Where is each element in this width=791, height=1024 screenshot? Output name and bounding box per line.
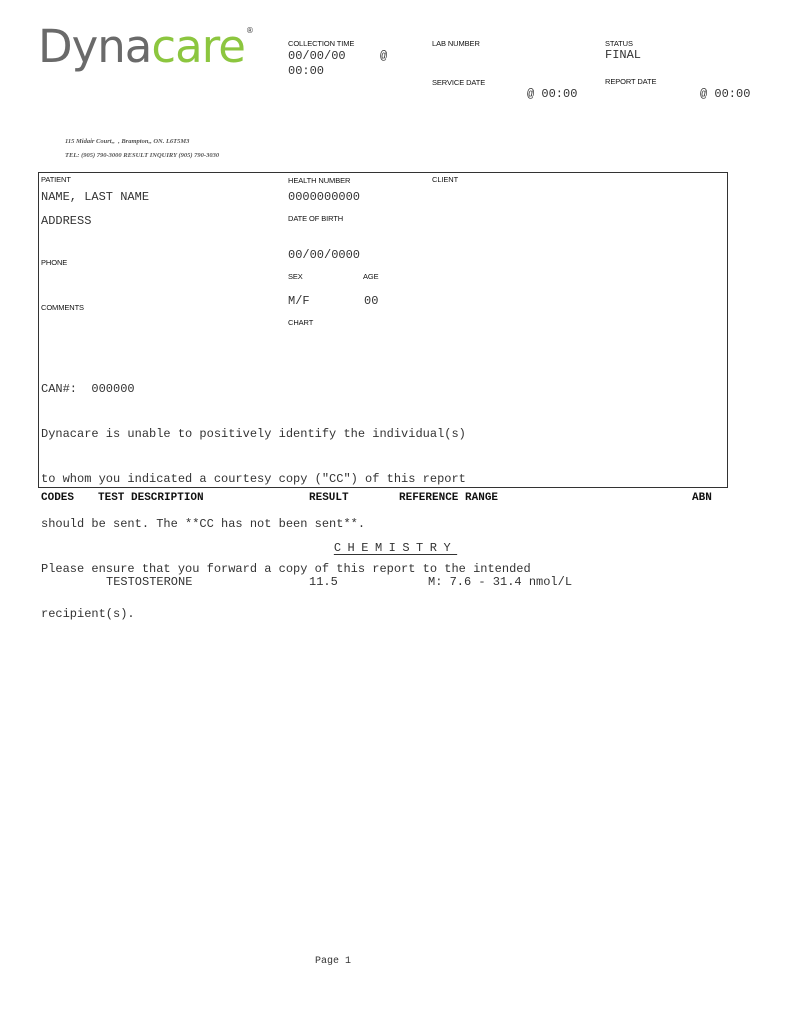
patient-label: PATIENT (41, 175, 71, 184)
collection-at-symbol: @ (380, 49, 388, 63)
registered-mark: ® (245, 26, 254, 35)
report-time-value: @ 00:00 (700, 87, 751, 101)
notice-line: to whom you indicated a courtesy copy ("CC") of this report (41, 472, 466, 486)
collection-time-label: COLLECTION TIME (288, 39, 355, 48)
dynacare-logo (38, 20, 254, 73)
comments-label: COMMENTS (41, 303, 84, 312)
client-label: CLIENT (432, 175, 459, 184)
age-value: 00 (364, 294, 379, 308)
patient-name: NAME, LAST NAME (41, 190, 150, 204)
column-header-result: RESULT (309, 492, 349, 504)
column-header-test-description: TEST DESCRIPTION (98, 492, 204, 504)
status-label: STATUS (605, 39, 633, 48)
logo-text-dyna: Dyna (38, 20, 152, 73)
age-label: AGE (363, 272, 379, 281)
notice-line: should be sent. The **CC has not been sent**. (41, 517, 366, 531)
status-value: FINAL (605, 48, 642, 62)
phone-label: PHONE (41, 258, 68, 267)
dob-value: 00/00/0000 (288, 248, 361, 262)
result-value: 11.5 (309, 575, 338, 589)
patient-address-label: ADDRESS (41, 214, 92, 228)
service-time-value: @ 00:00 (527, 87, 578, 101)
lab-number-label: LAB NUMBER (432, 39, 480, 48)
sex-value: M/F (288, 294, 310, 308)
courtesy-copy-notice (41, 397, 531, 637)
section-title-chemistry (0, 538, 791, 556)
column-header-abn: ABN (692, 492, 712, 504)
can-number: CAN#: 000000 (41, 382, 135, 396)
result-reference-range: M: 7.6 - 31.4 nmol/L (428, 575, 573, 589)
notice-line: Dynacare is unable to positively identify the individual(s) (41, 427, 466, 441)
lab-address-line: 115 Midair Court,, , Brampton,, ON. L6T5M3 (65, 138, 190, 145)
lab-phone-line: TEL: (905) 790-3000 RESULT INQUIRY (905) 790-3030 (65, 152, 220, 159)
logo-text-care: care (151, 20, 245, 73)
health-number-label: HEALTH NUMBER (288, 176, 351, 185)
chart-label: CHART (288, 318, 314, 327)
result-row (0, 575, 791, 593)
service-date-label: SERVICE DATE (432, 78, 486, 87)
column-header-codes: CODES (41, 492, 75, 504)
collection-date-value: 00/00/00 (288, 49, 346, 63)
dob-label: DATE OF BIRTH (288, 214, 344, 223)
notice-line: Please ensure that you forward a copy of this report to the intended (41, 562, 531, 576)
page-number: Page 1 (315, 956, 352, 967)
sex-label: SEX (288, 272, 303, 281)
result-test-name: TESTOSTERONE (106, 575, 193, 589)
section-title-text: CHEMISTRY (333, 541, 458, 555)
health-number-value: 0000000000 (288, 190, 361, 204)
collection-time-value: 00:00 (288, 64, 325, 78)
report-date-label: REPORT DATE (605, 77, 657, 86)
notice-line: recipient(s). (41, 607, 135, 621)
column-header-reference-range: REFERENCE RANGE (399, 492, 499, 504)
